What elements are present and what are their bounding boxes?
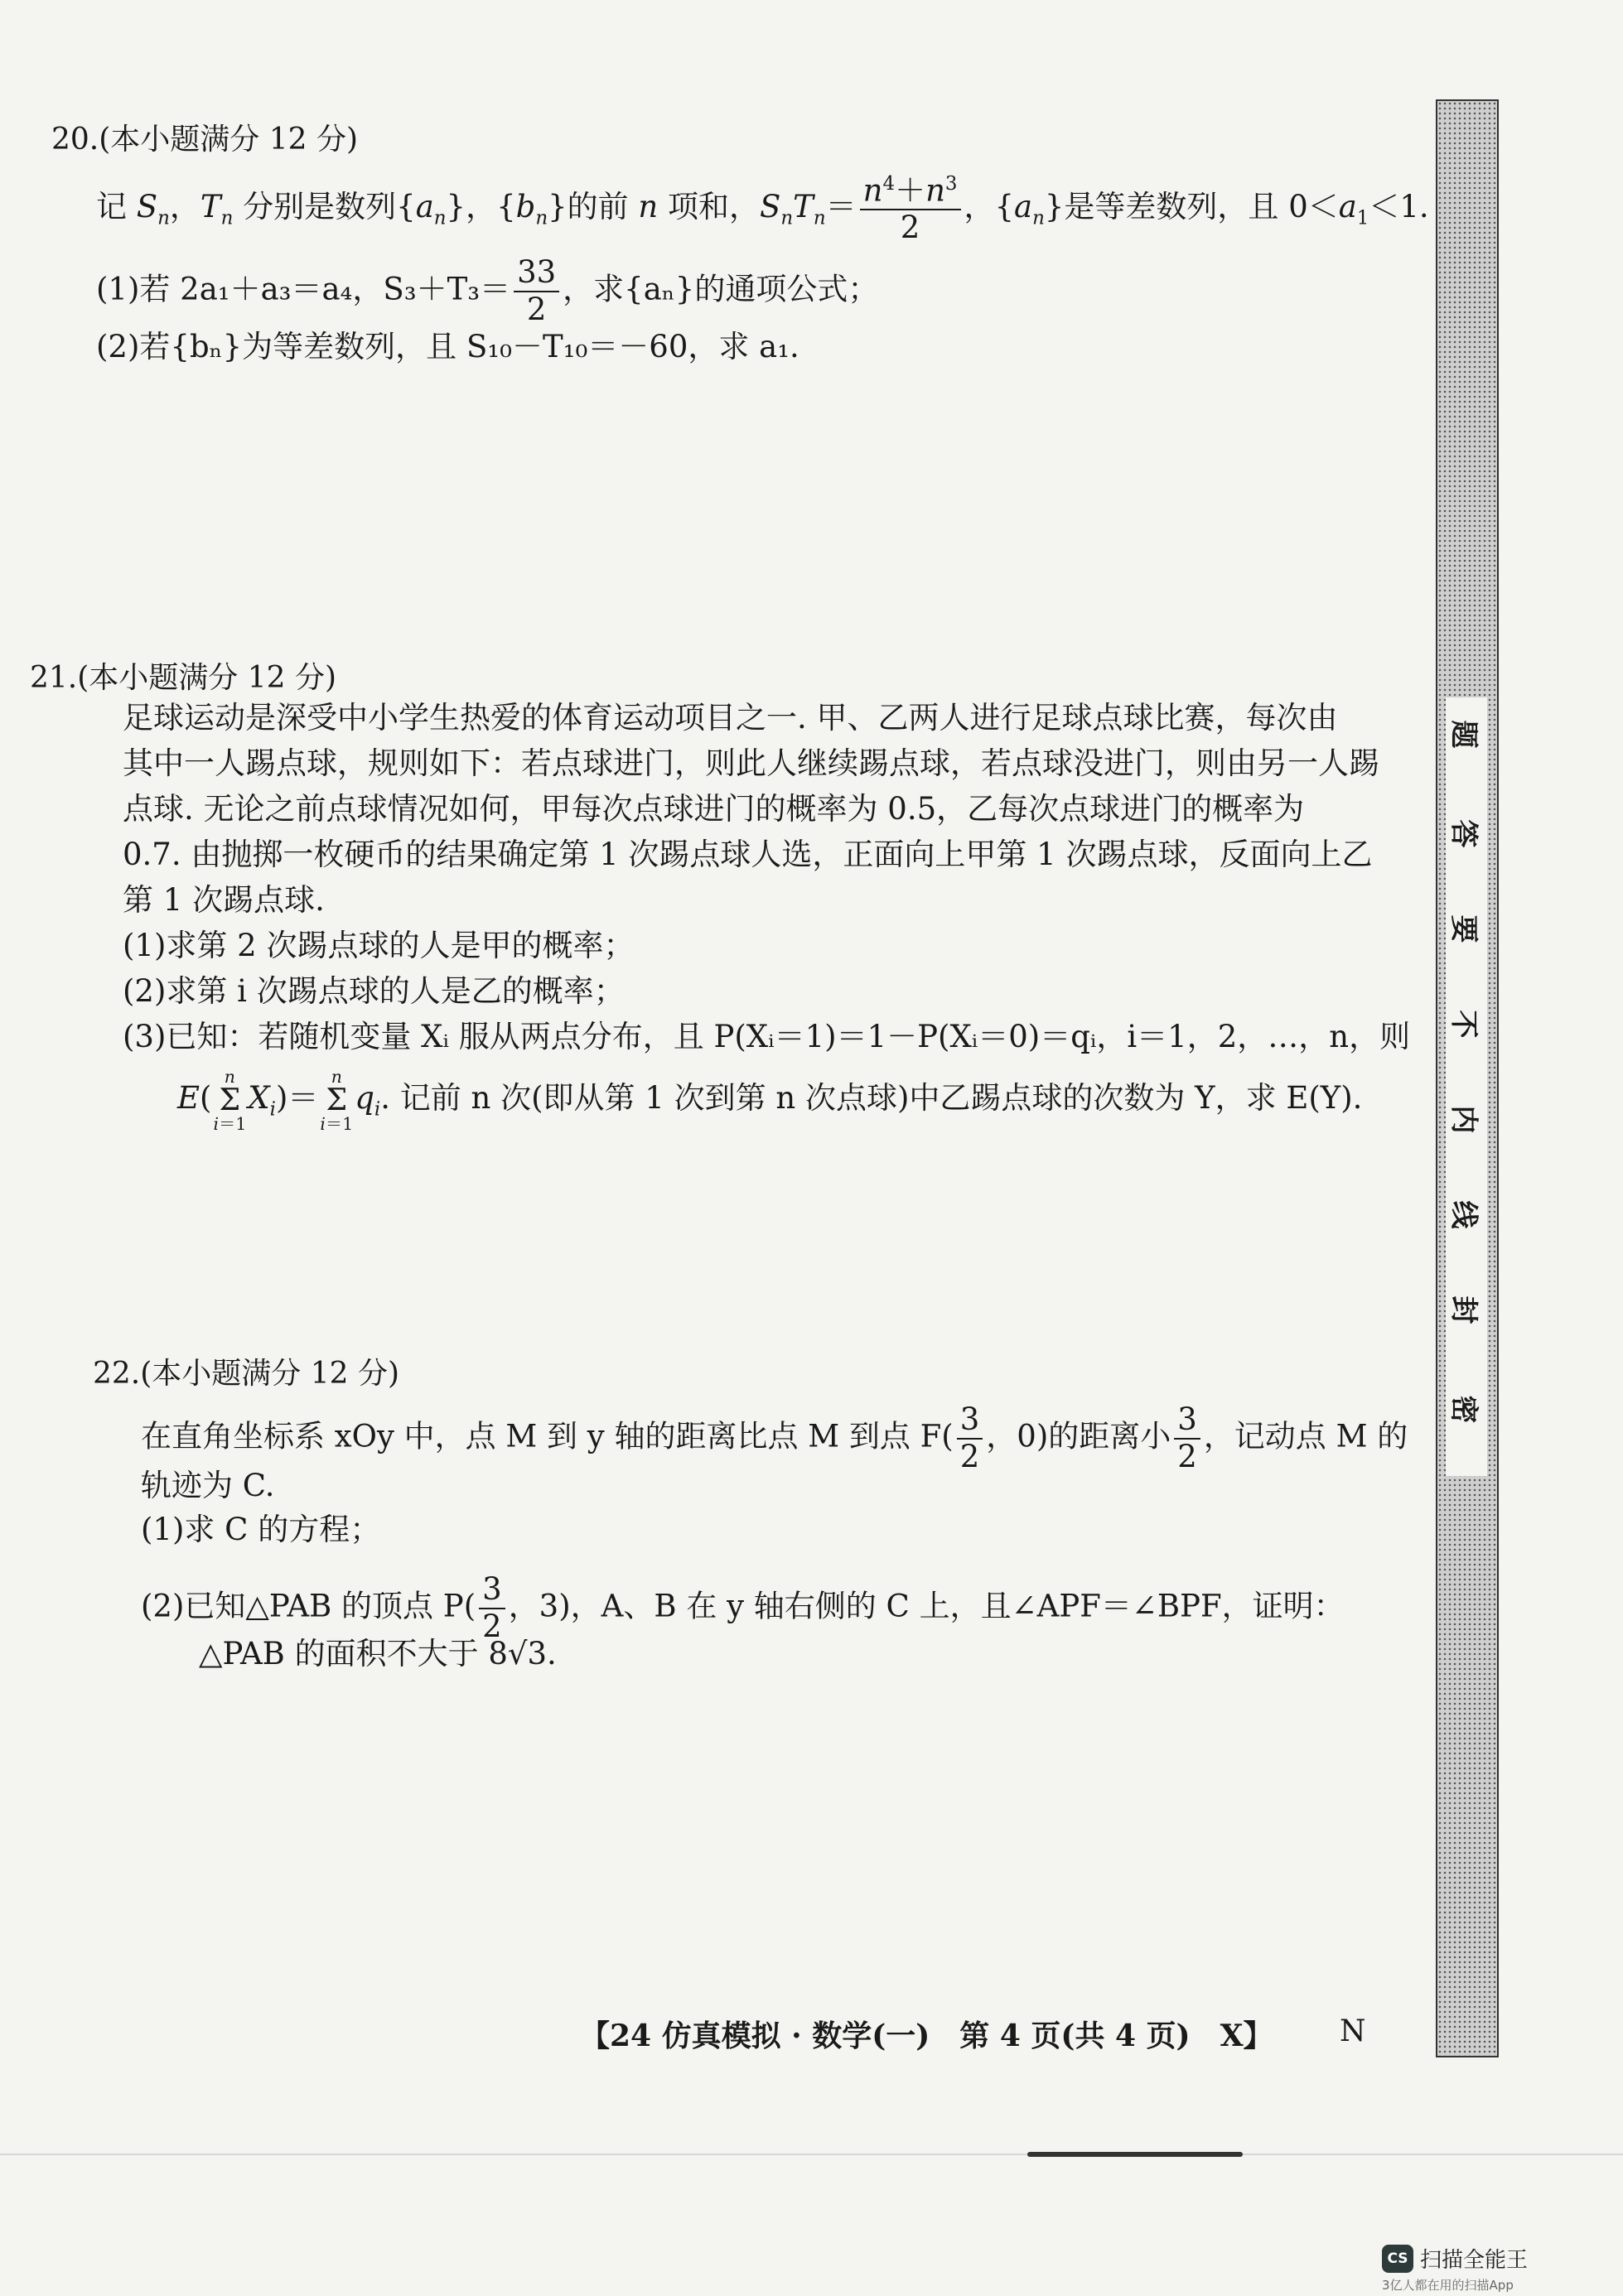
q22-heading: 22.(本小题满分 12 分) (93, 1357, 400, 1391)
binding-strip (1436, 99, 1499, 2057)
strip-char: 答 (1447, 819, 1481, 848)
strip-char: 内 (1447, 1105, 1481, 1134)
scan-artifact-dash (1027, 2152, 1243, 2157)
q21-line-4: 0.7. 由抛掷一枚硬币的结果确定第 1 次踢点球人选，正面向上甲第 1 次踢点球，反面向上乙 (123, 837, 1373, 872)
q22-part2-cont: △PAB 的面积不大于 8√3. (199, 1636, 557, 1671)
q22-part1: (1)求 C 的方程； (141, 1512, 381, 1547)
strip-char: 封 (1447, 1295, 1481, 1324)
binding-strip-text-area (1446, 697, 1487, 1476)
q22-stem-line-1: 在直角坐标系 xOy 中，点 M 到 y 轴的距离比点 M 到点 F( $\frac{3}{2}$ ，0)的距离小 $\frac{3}{2}$ ，记动点 M 的 (141, 1401, 1408, 1474)
q21-part3-formula: E( n Σ i＝1 $X_i)=$ n Σ i＝1 $q_i$. 记前 n 次(即从第 1 次到第 n 次点球)中乙踢点球的次数为 Y，求 E(Y). (177, 1067, 1363, 1134)
footer-mark: N (1340, 2014, 1366, 2048)
q21-line-1: 足球运动是深受中小学生热爱的体育运动项目之一. 甲、乙两人进行足球点球比赛，每次由 (123, 700, 1338, 736)
q21-line-3: 点球. 无论之前点球情况如何，甲每次点球进门的概率为 0.5，乙每次点球进门的概率为 (123, 791, 1305, 827)
q22-part2: (2)已知△PAB 的顶点 P( $\frac{3}{2}$ ，3)，A、B 在 y 轴右侧的 C 上，且∠APF＝∠BPF，证明： (141, 1571, 1345, 1644)
scanner-tagline: 3亿人都在用的扫描App (1382, 2278, 1514, 2293)
scanner-app-name: 扫描全能王 (1420, 2248, 1529, 2273)
strip-char: 题 (1447, 720, 1481, 749)
q22-stem-line-2: 轨迹为 C. (141, 1468, 275, 1503)
q21-part1: (1)求第 2 次踢点球的人是甲的概率； (123, 928, 635, 963)
q21-line-5: 第 1 次踢点球. (123, 882, 325, 918)
q20-part2: (2)若{bₙ}为等差数列，且 S₁₀－T₁₀＝－60，求 a₁. (96, 329, 799, 364)
page-footer: 【24 仿真模拟 · 数学(一) 第 4 页(共 4 页) X】 (580, 2019, 1273, 2053)
page-bottom-rule (0, 2154, 1623, 2155)
strip-char: 线 (1447, 1200, 1481, 1229)
q20-stem: 记 $S_n$，$T_n$ 分别是数列$\{a_n\}$，$\{b_n\}$的前 n 项和，$S_nT_n=$ $\frac{n^4+n^3}{2}$ ，$\{a_n\}$是等差数列，且 $0<a_1<1$. (96, 172, 1429, 246)
q21-part2: (2)求第 i 次踢点球的人是乙的概率； (123, 973, 625, 1009)
q21-heading: 21.(本小题满分 12 分) (30, 661, 337, 695)
scanner-watermark (1382, 2243, 1528, 2274)
q20-part1: (1)若 2a₁＋a₃＝a₄，S₃＋T₃＝ $\frac{33}{2}$ ，求{aₙ}的通项公式； (96, 254, 879, 327)
strip-char: 密 (1447, 1395, 1481, 1424)
q21-part3: (3)已知：若随机变量 Xᵢ 服从两点分布，且 P(Xᵢ＝1)＝1－P(Xᵢ＝0)＝qᵢ，i＝1，2，…，n，则 (123, 1019, 1411, 1054)
camscanner-logo-icon: CS (1382, 2245, 1413, 2273)
strip-char: 要 (1447, 914, 1481, 943)
q21-line-2: 其中一人踢点球，规则如下：若点球进门，则此人继续踢点球，若点球没进门，则由另一人踢 (123, 745, 1379, 781)
strip-char: 不 (1447, 1010, 1481, 1039)
q20-heading: 20.(本小题满分 12 分) (51, 123, 359, 157)
